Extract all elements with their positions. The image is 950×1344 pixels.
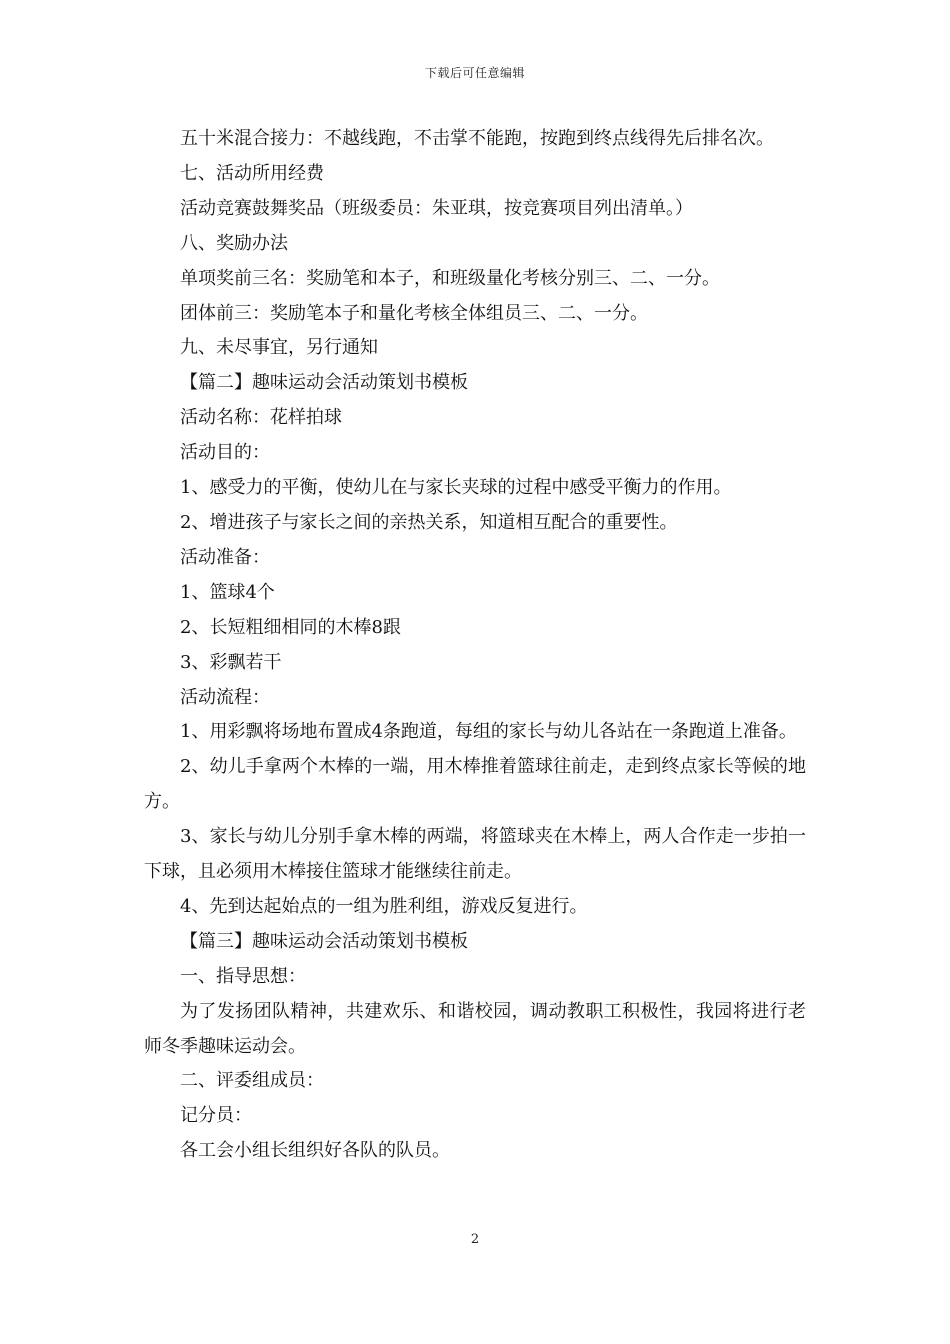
- section-heading: 九、未尽事宜，另行通知: [180, 337, 378, 359]
- section-heading: 一、指导思想：: [180, 965, 306, 987]
- paragraph: 活动目的：: [180, 442, 270, 464]
- section-heading: 二、评委组成员：: [180, 1070, 324, 1092]
- paragraph: 各工会小组长组织好各队的队员。: [180, 1140, 450, 1162]
- paragraph: 单项奖前三名：奖励笔和本子，和班级量化考核分别三、二、一分。: [180, 267, 720, 289]
- page-number: 2: [470, 1232, 480, 1247]
- list-item: 3、家长与幼儿分别手拿木棒的两端，将篮球夹在木棒上，两人合作走一步拍一下球，且必须用木棒接住篮球才能继续往前走。: [144, 826, 806, 883]
- article-title: 【篇二】趣味运动会活动策划书模板: [180, 372, 468, 394]
- list-item: 3、彩飘若干: [180, 651, 282, 673]
- paragraph: 记分员：: [180, 1105, 252, 1127]
- list-item: 1、感受力的平衡，使幼儿在与家长夹球的过程中感受平衡力的作用。: [180, 477, 732, 499]
- list-item: 4、先到达起始点的一组为胜利组，游戏反复进行。: [180, 895, 588, 917]
- section-heading: 七、活动所用经费: [180, 162, 324, 184]
- page-header: 下载后可任意编辑: [424, 66, 525, 80]
- list-item: 2、增进孩子与家长之间的亲热关系，知道相互配合的重要性。: [180, 511, 678, 533]
- article-title: 【篇三】趣味运动会活动策划书模板: [180, 930, 468, 952]
- paragraph: 活动流程：: [180, 686, 270, 708]
- section-heading: 八、奖励办法: [180, 232, 288, 254]
- paragraph: 活动名称：花样拍球: [180, 407, 342, 429]
- paragraph: 活动竞赛鼓舞奖品（班级委员：朱亚琪，按竞赛项目列出清单。）: [180, 197, 693, 219]
- paragraph: 团体前三：奖励笔本子和量化考核全体组员三、二、一分。: [180, 302, 648, 324]
- document-body: [144, 122, 806, 1169]
- paragraph: 为了发扬团队精神，共建欢乐、和谐校园，调动教职工积极性，我园将进行老师冬季趣味运动会。: [144, 1000, 806, 1057]
- list-item: 1、用彩飘将场地布置成4条跑道，每组的家长与幼儿各站在一条跑道上准备。: [180, 721, 797, 743]
- paragraph: 活动准备：: [180, 546, 270, 568]
- list-item: 2、幼儿手拿两个木棒的一端，用木棒推着篮球往前走，走到终点家长等候的地方。: [144, 756, 806, 813]
- paragraph: 五十米混合接力：不越线跑，不击掌不能跑，按跑到终点线得先后排名次。: [180, 128, 774, 149]
- list-item: 2、长短粗细相同的木棒8跟: [180, 616, 401, 638]
- list-item: 1、篮球4个: [180, 581, 275, 603]
